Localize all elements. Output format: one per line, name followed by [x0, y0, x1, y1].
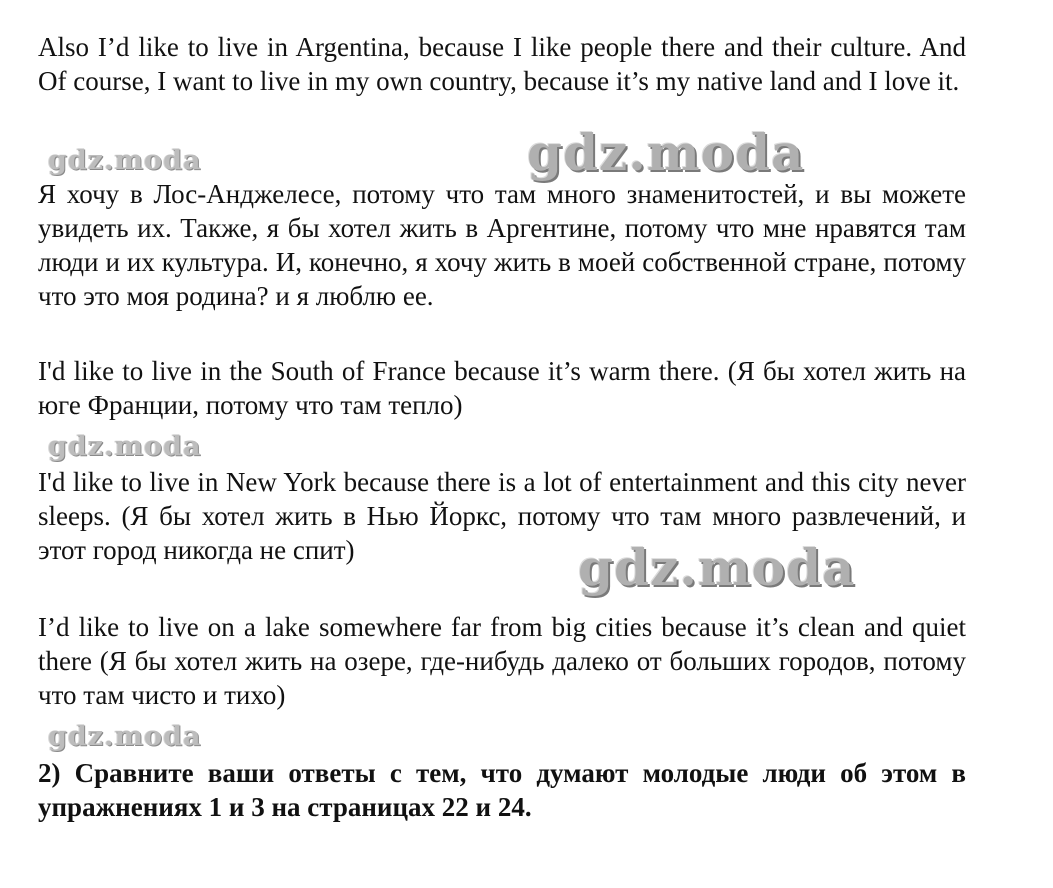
task-heading: 2) Сравните ваши ответы с тем, что думают молодые люди об этом в упражнениях 1 и 3 на страницах 22 и 24.: [38, 758, 966, 822]
paragraph-argentina-english: Also I’d like to live in Argentina, because I like people there and their culture. And Of course, I want to live in my own country, because it’s my native land and I love it.: [38, 32, 966, 96]
paragraph-lake: I’d like to live on a lake somewhere far from big cities because it’s clean and quiet there (Я бы хотел жить на озере, где-нибудь далеко от больших городов, потому что там чисто и тихо): [38, 612, 966, 710]
paragraph-south-of-france: I'd like to live in the South of France because it’s warm there. (Я бы хотел жить на юге Франции, потому что там тепло): [38, 356, 966, 420]
watermark-logo: gdz.moda: [48, 145, 202, 176]
paragraph-new-york: I'd like to live in New York because there is a lot of entertainment and this city never sleeps. (Я бы хотел жить в Нью Йоркс, потому что там много развлечений, и этот город никогда не спит): [38, 467, 966, 565]
watermark-logo: gdz.moda: [48, 721, 202, 752]
watermark-logo: gdz.moda: [527, 123, 805, 182]
paragraph-russian-translation: Я хочу в Лос-Анджелесе, потому что там много знаменитостей, и вы можете увидеть их. Также, я бы хотел жить в Аргентине, потому что мне нравятся там люди и их культура. И, конечно, я хочу жить в моей собственной стране, потому что это моя родина? и я люблю ее.: [38, 179, 966, 311]
watermark-logo: gdz.moda: [578, 538, 856, 597]
watermark-logo: gdz.moda: [48, 431, 202, 462]
